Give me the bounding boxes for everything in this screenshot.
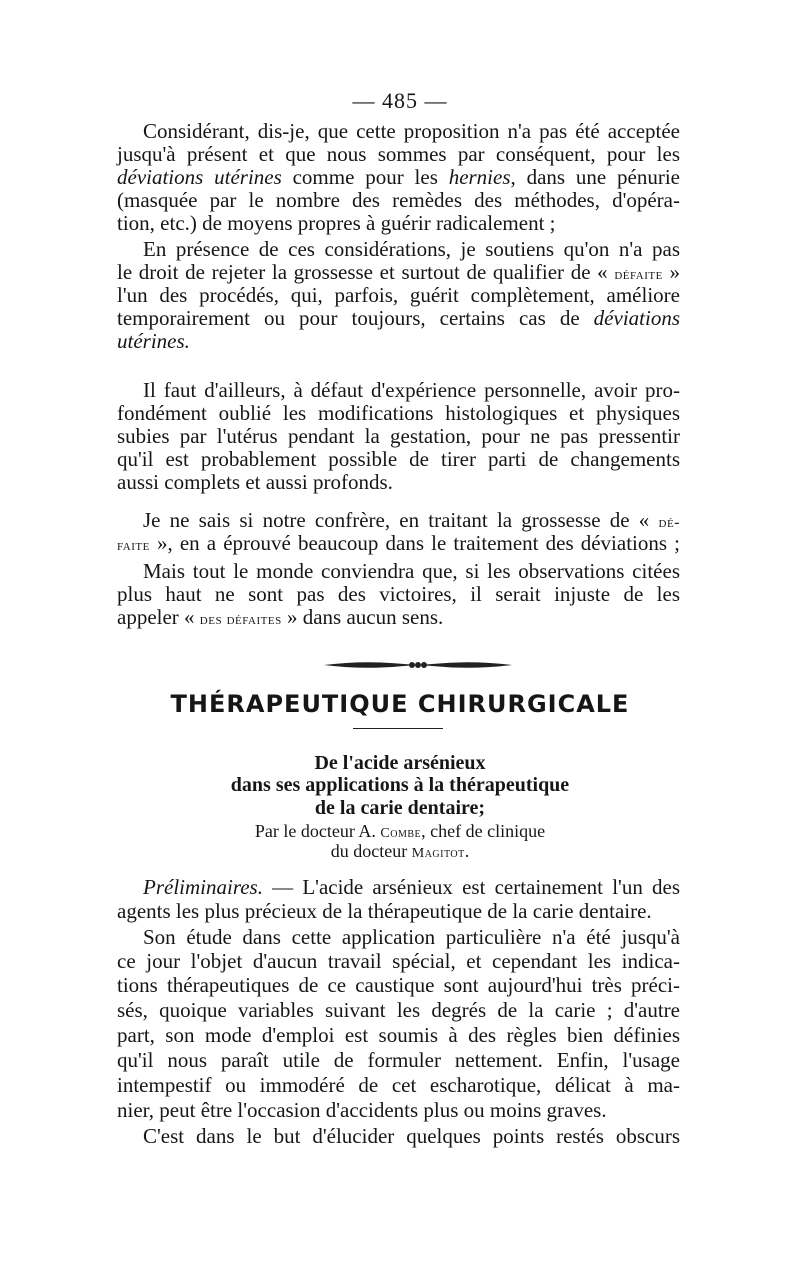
text-line: sés, quoique variables suivant les degrés de la carie ; d'autre xyxy=(117,998,680,1022)
text-span: , dans une pénurie xyxy=(510,165,680,189)
text-line xyxy=(117,876,680,899)
byline xyxy=(0,841,800,864)
text-line: agents les plus précieux de la thérapeutique de la carie dentaire. xyxy=(117,899,652,923)
text-line: En présence de ces considérations, je soutiens qu'on n'a pas xyxy=(143,237,680,261)
text-line: qu'il est probablement possible de tirer parti de changements xyxy=(117,447,680,471)
small-caps-text: faite xyxy=(117,537,150,554)
title-rule xyxy=(353,728,443,729)
text-line: aussi complets et aussi profonds. xyxy=(117,470,393,494)
text-line: l'un des procédés, qui, parfois, guérit complètement, améliore xyxy=(117,283,680,307)
text-span: , chef de clinique xyxy=(421,821,546,841)
article-title-line: De l'acide arsénieux xyxy=(314,752,486,774)
text-line: tion, etc.) de moyens propres à guérir radicalement ; xyxy=(117,211,556,235)
text-line: plus haut ne sont pas des victoires, il serait injuste de les xyxy=(117,582,680,606)
text-span: — L'acide arsénieux est certainement l'un des xyxy=(262,875,680,899)
emphasis-text: déviations xyxy=(593,306,680,330)
text-span: Je ne sais si notre confrère, en traitant la grossesse de « xyxy=(143,508,659,532)
text-line: Considérant, dis-je, que cette proposition n'a pas été acceptée xyxy=(143,119,680,143)
text-line xyxy=(117,166,680,189)
section-title: THÉRAPEUTIQUE CHIRURGICALE xyxy=(170,690,630,718)
text-span: temporairement ou pour toujours, certains cas de xyxy=(117,306,594,330)
text-line: tions thérapeutiques de ce caustique sont aujourd'hui très préci- xyxy=(117,973,680,997)
author-name: Magitot xyxy=(411,846,465,861)
small-caps-text: défaite xyxy=(614,266,663,283)
text-line: ce jour l'objet d'aucun travail spécial, et cependant les indica- xyxy=(117,949,680,973)
text-line xyxy=(117,532,680,557)
text-span: appeler « xyxy=(117,605,200,629)
text-line: part, son mode d'emploi est soumis à des règles bien définies xyxy=(117,1023,680,1047)
text-span: du docteur xyxy=(330,841,412,861)
text-line: C'est dans le but d'élucider quelques points restés obscurs xyxy=(143,1124,680,1148)
text-line xyxy=(117,307,680,330)
article-title-line: dans ses applications à la thérapeutique xyxy=(230,774,570,796)
text-line: Il faut d'ailleurs, à défaut d'expérience personnelle, avoir pro- xyxy=(143,378,680,402)
text-span: Par le docteur A. xyxy=(254,821,381,841)
ornamental-divider xyxy=(324,660,512,670)
text-line: Mais tout le monde conviendra que, si les observations citées xyxy=(143,559,680,583)
text-span: comme pour les xyxy=(281,165,449,189)
text-line: Son étude dans cette application particulière n'a été jusqu'à xyxy=(143,925,680,949)
text-line xyxy=(117,606,680,631)
emphasis-text: déviations utérines xyxy=(117,165,282,189)
text-line: jusqu'à présent et que nous sommes par conséquent, pour les xyxy=(117,142,680,166)
text-line xyxy=(117,330,680,353)
emphasis-text: Préliminaires. xyxy=(143,875,263,899)
text-line: fondément oublié les modifications histologiques et physiques xyxy=(117,401,680,425)
text-span: » dans aucun sens. xyxy=(281,605,444,629)
text-span: », en a éprouvé beaucoup dans le traitement des déviations ; xyxy=(149,531,680,555)
emphasis-text: hernies xyxy=(448,165,511,189)
article-title-line: de la carie dentaire; xyxy=(314,797,486,819)
text-line: intempestif ou immodéré de cet escharotique, délicat à ma- xyxy=(117,1073,680,1097)
small-caps-text: dé- xyxy=(658,514,680,531)
text-line: qu'il nous paraît utile de formuler nettement. Enfin, l'usage xyxy=(117,1048,680,1072)
small-caps-text: des défaites xyxy=(199,611,282,628)
emphasis-text: utérines. xyxy=(117,329,190,353)
page-number: — 485 — xyxy=(352,88,448,113)
text-line: subies par l'utérus pendant la gestation, pour ne pas pressentir xyxy=(117,424,680,448)
text-span: le droit de rejeter la grossesse et surtout de qualifier de « xyxy=(117,260,615,284)
author-name: Combe xyxy=(380,826,422,841)
text-span: . xyxy=(464,841,470,861)
text-line: nier, peut être l'occasion d'accidents plus ou moins graves. xyxy=(117,1098,607,1122)
text-line: (masquée par le nombre des remèdes des méthodes, d'opéra- xyxy=(117,188,680,212)
text-span: » xyxy=(662,260,681,284)
